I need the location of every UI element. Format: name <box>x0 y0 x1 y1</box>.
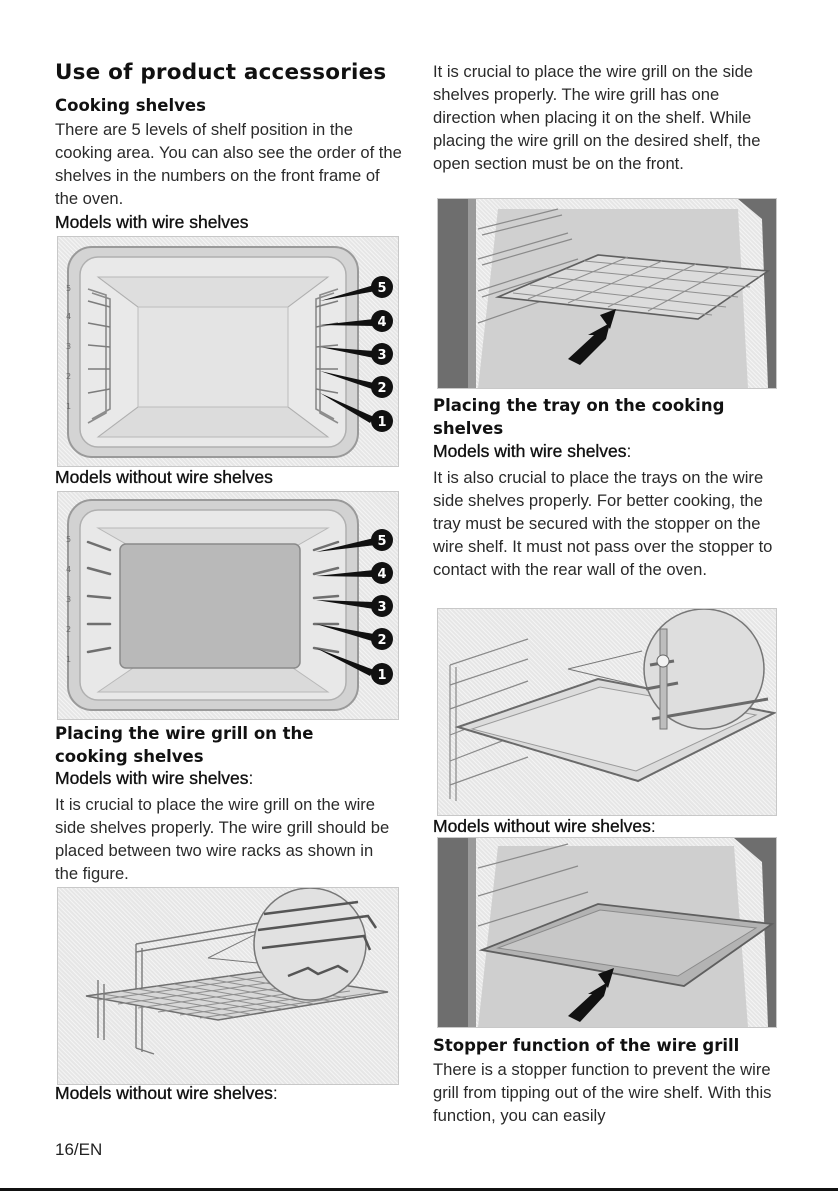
placing-tray-models-without-label <box>433 816 656 837</box>
wire-grill-direction-text: It is crucial to place the wire grill on the side shelves properly. The wire grill has one direction when placing it on the shelf. While placing the wire grill on the desired shelf, the open section must be on the front. <box>433 62 761 173</box>
frame-number-1-b: 1 <box>66 655 72 664</box>
placing-grill-models-without-label <box>55 1083 278 1104</box>
shelf-number-1-b: 1 <box>377 668 387 683</box>
placing-grill-heading: Placing the wire grill on the cooking shelves <box>55 724 314 766</box>
tray-stopper-figure <box>437 608 777 816</box>
colon: : <box>650 816 656 836</box>
cooking-shelves-text: There are 5 levels of shelf position in the cooking area. You can also see the order of the shelves in the numbers on the front frame of the oven. <box>55 120 402 208</box>
frame-number-5-b: 5 <box>66 535 72 544</box>
stopper-heading: Stopper function of the wire grill <box>433 1036 740 1055</box>
frame-number-3: 3 <box>66 342 72 351</box>
shelf-number-3-b: 3 <box>377 600 387 615</box>
tray-in-oven-figure <box>437 837 777 1028</box>
placing-tray-heading: Placing the tray on the cooking shelves <box>433 396 725 438</box>
wire-grill-placement-illustration <box>58 888 398 1084</box>
colon: : <box>272 1083 278 1103</box>
tray-stopper-illustration <box>438 609 776 815</box>
oven-wire-shelves-figure <box>57 236 399 467</box>
tray-in-oven-illustration <box>438 838 776 1027</box>
oven-no-wire-shelves-figure <box>57 491 399 720</box>
frame-number-5: 5 <box>66 284 72 293</box>
placing-tray-text: It is also crucial to place the trays on the wire side shelves properly. For better cooking, the tray must be secured with the stopper on the wire shelf. It must not pass over the stopper to contact with the rear wall of the oven. <box>433 468 773 579</box>
frame-number-4: 4 <box>66 312 72 321</box>
shelf-number-2: 2 <box>377 381 387 396</box>
shelf-number-4-b: 4 <box>377 567 387 582</box>
placing-tray-models-with-text: Models with wire shelves <box>433 441 627 461</box>
oven-wire-shelves-illustration <box>58 237 398 466</box>
colon: : <box>248 768 254 788</box>
stopper-text: There is a stopper function to prevent the wire grill from tipping out of the wire shelf. With this function, you can easily <box>433 1060 772 1125</box>
shelf-callouts-b <box>371 529 393 685</box>
oven-no-wire-shelves-illustration <box>58 492 398 719</box>
page-title: Use of product accessories <box>55 60 387 85</box>
shelf-number-4: 4 <box>377 315 387 330</box>
shelf-number-3: 3 <box>377 348 387 363</box>
frame-number-2-b: 2 <box>66 625 72 634</box>
placing-tray-models-with-label <box>433 441 631 462</box>
wire-grill-placement-figure <box>57 887 399 1085</box>
shelf-number-1: 1 <box>377 415 387 430</box>
shelf-number-5-b: 5 <box>377 534 387 549</box>
placing-grill-models-without-text: Models without wire shelves <box>55 1083 273 1103</box>
colon: : <box>626 441 632 461</box>
frame-number-4-b: 4 <box>66 565 72 574</box>
wire-grill-in-oven-figure <box>437 198 777 389</box>
models-without-wire-shelves-label: Models without wire shelves <box>55 467 273 487</box>
shelf-number-5: 5 <box>377 281 387 296</box>
shelf-callouts <box>371 276 393 432</box>
cooking-shelves-heading: Cooking shelves <box>55 96 206 115</box>
wire-grill-in-oven-illustration <box>438 199 776 388</box>
frame-number-1: 1 <box>66 402 72 411</box>
placing-grill-models-with-label <box>55 768 253 789</box>
shelf-number-2-b: 2 <box>377 633 387 648</box>
placing-tray-models-without-text: Models without wire shelves <box>433 816 651 836</box>
frame-number-3-b: 3 <box>66 595 72 604</box>
page-number: 16/EN <box>55 1140 103 1159</box>
frame-number-2: 2 <box>66 372 72 381</box>
placing-grill-models-with-text: Models with wire shelves <box>55 768 249 788</box>
models-with-wire-shelves-label: Models with wire shelves <box>55 212 249 232</box>
placing-grill-text: It is crucial to place the wire grill on the wire side shelves properly. The wire grill should be placed between two wire racks as shown in the figure. <box>55 795 390 883</box>
